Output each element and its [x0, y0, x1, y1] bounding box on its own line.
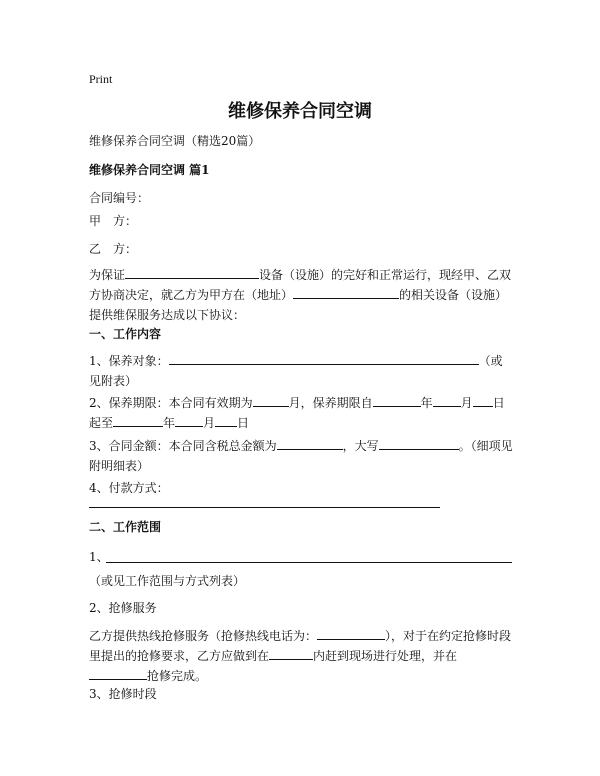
contract-number-label: 合同编号：: [89, 191, 150, 205]
article-heading: 维修保养合同空调 篇1: [89, 163, 210, 177]
party-b-label: 乙 方：: [89, 242, 138, 256]
section2-item3-heading: 3、抢修时段: [89, 687, 157, 701]
completion-time-blank: [89, 666, 147, 680]
arrival-time-blank: [269, 646, 313, 660]
section1-item1: 1、保养对象： （或见附表）: [89, 351, 514, 391]
intro-paragraph: 为保证 设备（设施）的完好和正常运行，现经甲、乙双方协商决定，就乙方为甲方在（地址） 的相关设备（设施）提供维保服务达成以下协议：: [89, 265, 514, 325]
amount-blank: [277, 436, 343, 450]
section2-item2-text: 乙方提供热线抢修服务（抢修热线电话为： ），对于在约定抢修时段里提出的抢修要求，乙方应做到在 内赶到现场进行处理，并在抢修完成。: [89, 626, 514, 686]
section2-item1-label: 1、: [89, 550, 109, 564]
print-label: Print: [89, 72, 113, 86]
section1-item4: 4、付款方式：: [89, 481, 169, 495]
address-blank: [293, 285, 399, 299]
section2-item1-note: （或见工作范围与方式列表）: [89, 574, 246, 588]
equipment-blank: [125, 265, 259, 279]
amount-words-blank: [379, 436, 459, 450]
document-subtitle: 维修保养合同空调（精选20篇）: [89, 134, 261, 148]
section1-item2: 2、保养期限：本合同有效期为 月，保养期限自 年 月 日起至 年 月 日: [89, 393, 514, 433]
section1-item3: 3、合同金额：本合同含税总金额为 ，大写 。（细项见附明细表）: [89, 436, 514, 476]
payment-method-blank: [89, 507, 440, 508]
section2-heading: 二、工作范围: [89, 520, 162, 534]
party-a-label: 甲 方：: [89, 214, 138, 228]
section1-heading: 一、工作内容: [89, 327, 162, 341]
hotline-blank: [317, 626, 385, 640]
document-title: 维修保养合同空调: [228, 101, 372, 122]
work-scope-blank: [106, 562, 512, 563]
maintenance-object-blank: [169, 351, 479, 365]
section2-item2-heading: 2、抢修服务: [89, 601, 157, 615]
